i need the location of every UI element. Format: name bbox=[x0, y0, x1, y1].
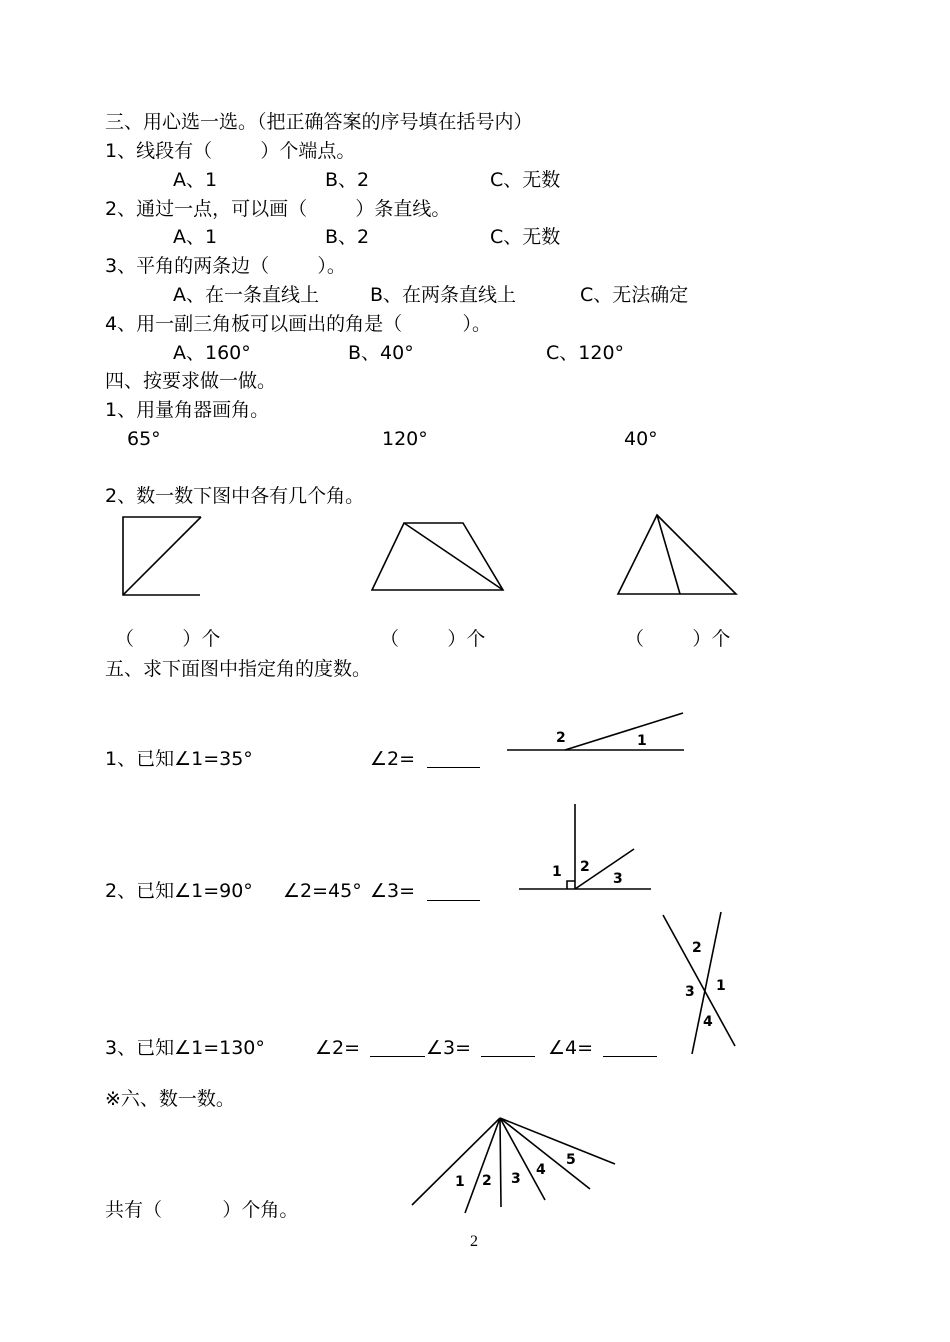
q3-1-option-b: B、2 bbox=[325, 169, 370, 191]
q5-3-answer-4-blank[interactable] bbox=[603, 1056, 657, 1057]
q3-3-option-b: B、在两条直线上 bbox=[370, 284, 517, 306]
angle-figure-2 bbox=[519, 804, 651, 889]
triangle-figure bbox=[618, 515, 736, 594]
fig1-label-1: 1 bbox=[637, 733, 647, 749]
q5-2-given-2: ∠2=45° bbox=[283, 880, 362, 902]
fan-label-3: 3 bbox=[511, 1171, 521, 1187]
page-number: 2 bbox=[470, 1233, 478, 1250]
angle-figure-1 bbox=[507, 713, 684, 750]
q3-4-stem: 4、用一副三角板可以画出的角是（ ）。 bbox=[105, 313, 491, 335]
q5-3-answer-3-blank[interactable] bbox=[481, 1056, 535, 1057]
q5-1-given: 1、已知∠1=35° bbox=[105, 748, 253, 770]
fig3-label-1: 1 bbox=[716, 978, 726, 994]
fig2-label-1: 1 bbox=[552, 864, 562, 880]
fig3-label-2: 2 bbox=[692, 940, 702, 956]
q5-2-ask: ∠3= bbox=[370, 880, 416, 902]
q5-2-given: 2、已知∠1=90° bbox=[105, 880, 253, 902]
fig2-label-2: 2 bbox=[580, 859, 590, 875]
q3-2-option-b: B、2 bbox=[325, 226, 370, 248]
q3-3-stem: 3、平角的两条边（ ）。 bbox=[105, 255, 346, 277]
fig1-label-2: 2 bbox=[556, 730, 566, 746]
q3-1-option-c: C、无数 bbox=[490, 169, 561, 191]
q3-1-option-a: A、1 bbox=[173, 169, 218, 191]
q5-3-given: 3、已知∠1=130° bbox=[105, 1037, 265, 1059]
angle-figure-3 bbox=[663, 912, 735, 1054]
q4-1-stem: 1、用量角器画角。 bbox=[105, 399, 270, 421]
q4-1-angle-120: 120° bbox=[382, 428, 428, 450]
q5-1-answer-blank[interactable] bbox=[427, 767, 480, 768]
fan-label-4: 4 bbox=[536, 1162, 546, 1178]
q4-2-answer-1: （ ）个 bbox=[115, 628, 221, 650]
q3-2-stem: 2、通过一点，可以画（ ）条直线。 bbox=[105, 198, 451, 220]
q3-4-option-b: B、40° bbox=[348, 342, 414, 364]
q4-1-angle-40: 40° bbox=[624, 428, 658, 450]
q4-2-answer-2: （ ）个 bbox=[380, 628, 486, 650]
q3-2-option-a: A、1 bbox=[173, 226, 218, 248]
q3-3-option-c: C、无法确定 bbox=[580, 284, 689, 306]
fan-label-1: 1 bbox=[455, 1174, 465, 1190]
fig2-label-3: 3 bbox=[613, 871, 623, 887]
q3-4-option-a: A、160° bbox=[173, 342, 251, 364]
trapezoid-figure bbox=[372, 523, 503, 590]
section-4-title: 四、按要求做一做。 bbox=[105, 370, 277, 392]
q4-1-angle-65: 65° bbox=[127, 428, 161, 450]
q3-4-option-c: C、120° bbox=[546, 342, 625, 364]
q5-1-ask: ∠2= bbox=[370, 748, 416, 770]
angle-fan-figure bbox=[412, 1118, 615, 1213]
section-6-title: ※六、数一数。 bbox=[105, 1088, 235, 1110]
q4-2-answer-3: （ ）个 bbox=[625, 628, 731, 650]
q6-stem: 共有（ ）个角。 bbox=[105, 1199, 299, 1221]
q5-3-ask-3: ∠3= bbox=[426, 1037, 472, 1059]
section-3-title: 三、用心选一选。（把正确答案的序号填在括号内） bbox=[105, 111, 533, 133]
fig3-label-3: 3 bbox=[685, 984, 695, 1000]
q3-3-option-a: A、在一条直线上 bbox=[173, 284, 319, 306]
fan-label-2: 2 bbox=[482, 1173, 492, 1189]
fig3-label-4: 4 bbox=[703, 1014, 713, 1030]
q5-3-ask-4: ∠4= bbox=[548, 1037, 594, 1059]
q5-3-answer-2-blank[interactable] bbox=[370, 1056, 425, 1057]
section-5-title: 五、求下面图中指定角的度数。 bbox=[105, 658, 372, 680]
q3-1-stem: 1、线段有（ ）个端点。 bbox=[105, 140, 356, 162]
q5-3-ask-2: ∠2= bbox=[315, 1037, 361, 1059]
q5-2-answer-blank[interactable] bbox=[427, 900, 480, 901]
q4-2-stem: 2、数一数下图中各有几个角。 bbox=[105, 485, 365, 507]
q3-2-option-c: C、无数 bbox=[490, 226, 561, 248]
fan-label-5: 5 bbox=[566, 1152, 576, 1168]
